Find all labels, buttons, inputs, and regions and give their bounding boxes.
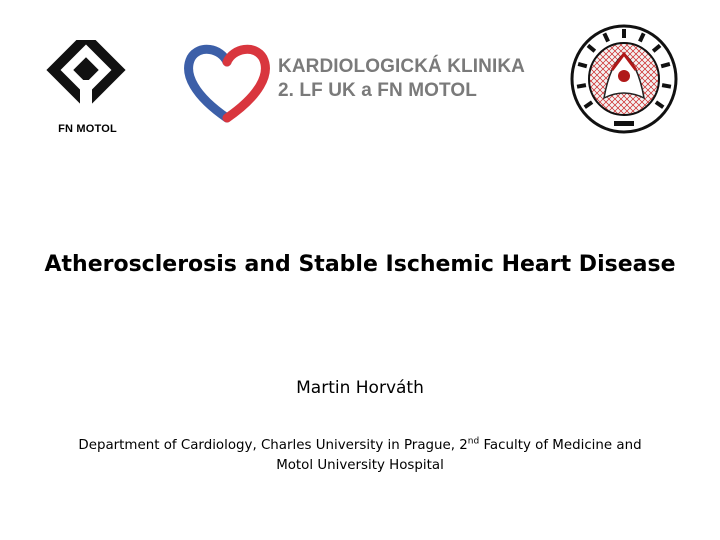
kardiologicka-klinika-logo bbox=[183, 42, 543, 126]
fn-motol-logo bbox=[40, 40, 135, 140]
affiliation-superscript: nd bbox=[467, 436, 480, 447]
affiliation-part1: Department of Cardiology, Charles University in Prague, 2 bbox=[78, 438, 468, 453]
fn-motol-text: FN MOTOL bbox=[58, 123, 117, 135]
kardiologicka-line1: KARDIOLOGICKÁ KLINIKA bbox=[278, 56, 525, 77]
university-seal-icon bbox=[570, 24, 678, 134]
affiliation-line2: Motol University Hospital bbox=[276, 458, 444, 473]
kardiologicka-line2: 2. LF UK a FN MOTOL bbox=[278, 80, 477, 101]
fn-motol-emblem-icon bbox=[40, 40, 135, 120]
author-name: Martin Horváth bbox=[296, 378, 424, 398]
affiliation bbox=[20, 436, 700, 476]
heart-icon bbox=[183, 42, 273, 126]
affiliation-part2: Faculty of Medicine and bbox=[479, 438, 642, 453]
university-seal-logo bbox=[570, 24, 678, 134]
slide-title: Atherosclerosis and Stable Ischemic Heart Disease bbox=[44, 252, 676, 277]
